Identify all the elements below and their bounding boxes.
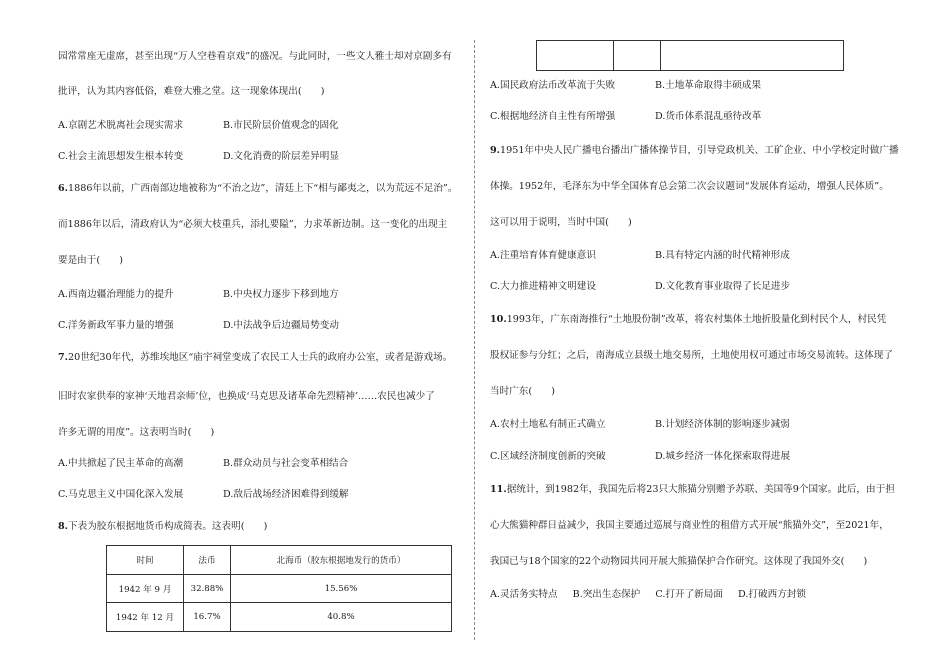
table-row — [107, 575, 452, 603]
q5-option-d[interactable]: D.文化消费的阶层差异明显 — [223, 151, 339, 162]
table-header-row — [107, 546, 452, 575]
q5-stem-line-2: 批评，认为其内容低俗，难登大雅之堂。这一现象体现出( ) — [58, 86, 325, 97]
q9-text-1: 1951年中央人民广播电台播出广播体操节目，引导党政机关、工矿企业、中小学校定时做广播 — [500, 145, 899, 156]
q9-stem-line-3: 这可以用于说明，当时中国( ) — [490, 217, 632, 228]
q6-option-c[interactable]: C.洋务新政军事力量的增强 — [58, 320, 174, 331]
q7-option-b[interactable]: B.群众动员与社会变革相结合 — [223, 458, 349, 469]
q10-text-1: 1993年，广东南海推行“土地股份制”改革，将农村集体土地折股量化到村民个人，村民凭 — [506, 314, 887, 325]
table-cell: 15.56% — [231, 575, 452, 603]
q7-text-1: 20世纪30年代，苏维埃地区“庙宇祠堂变成了农民工人士兵的政府办公室，或者是游戏场。 — [68, 352, 453, 363]
q8-option-d[interactable]: D.货币体系混乱亟待改革 — [655, 111, 762, 122]
table-header-cell: 法币 — [184, 546, 231, 575]
q10-stem-line-2: 股权证参与分红；之后，南海成立县级土地交易所，土地使用权可通过市场交易流转。这体现了 — [490, 350, 893, 361]
column-divider — [474, 40, 475, 640]
q10-option-b[interactable]: B.计划经济体制的影响逐步减弱 — [655, 419, 790, 430]
q7-option-c[interactable]: C.马克思主义中国化深入发展 — [58, 489, 184, 500]
q10-number: 10. — [490, 314, 507, 325]
table-cell — [661, 41, 844, 71]
q11-options — [490, 589, 818, 601]
q11-stem-line-1 — [490, 484, 895, 496]
table-cell: 40.8% — [231, 603, 452, 632]
q6-text-1: 1886年以前，广西南部边地被称为“不治之边”，清廷上下“相与鄙夷之，以为荒远不足治”。 — [68, 183, 458, 194]
table-row — [107, 603, 452, 632]
q9-option-d[interactable]: D.文化教育事业取得了长足进步 — [655, 281, 791, 292]
q11-option-b[interactable]: B.突出生态保护 — [572, 589, 641, 600]
q8-stem-line-1 — [58, 521, 267, 533]
q5-option-a[interactable]: A.京剧艺术脱离社会现实需求 — [58, 120, 184, 131]
q11-stem-line-2: 心大熊猫种群日益减少，我国主要通过巡展与商业性的租借方式开展“熊猫外交”，至2021年， — [490, 520, 889, 531]
q7-stem-line-2: 旧时农家供奉的家神‘天地君亲师’位，也换成‘马克思及诸革命先烈精神’……农民也减少了 — [58, 391, 435, 402]
table-cell: 1942 年 12 月 — [107, 603, 184, 632]
table-cell: 16.7% — [184, 603, 231, 632]
q10-option-a[interactable]: A.农村土地私有制正式确立 — [490, 419, 606, 430]
q10-stem-line-3: 当时广东( ) — [490, 386, 556, 397]
q5-option-b[interactable]: B.市民阶层价值观念的固化 — [223, 120, 339, 131]
q7-stem-line-1 — [58, 352, 452, 364]
q9-stem-line-1 — [490, 145, 899, 157]
table-cell — [537, 41, 614, 71]
q6-stem-line-1 — [58, 183, 457, 195]
q9-option-b[interactable]: B.具有特定内涵的时代精神形成 — [655, 250, 790, 261]
table-row — [537, 41, 844, 71]
q8-option-b[interactable]: B.土地革命取得丰硕成果 — [655, 80, 762, 91]
q8-option-a[interactable]: A.国民政府法币改革流于失败 — [490, 80, 616, 91]
table-cell — [614, 41, 661, 71]
q11-text-1: 据统计，到1982年，我国先后将23只大熊猫分别赠予苏联、美国等9个国家。此后，由于担 — [506, 484, 895, 495]
table-cell: 1942 年 9 月 — [107, 575, 184, 603]
q5-option-c[interactable]: C.社会主流思想发生根本转变 — [58, 151, 184, 162]
q6-number: 6. — [58, 183, 69, 194]
q7-stem-line-3: 许多无谓的用度”。这表明当时( ) — [58, 427, 215, 438]
q9-option-c[interactable]: C.大力推进精神文明建设 — [490, 281, 596, 292]
q6-option-d[interactable]: D.中法战争后边疆局势变动 — [223, 320, 339, 331]
currency-table — [106, 545, 452, 632]
table-continuation — [536, 40, 844, 71]
q5-stem-line-1: 园常常座无虚席，甚至出现“万人空巷看京戏”的盛况。与此同时，一些文人雅士却对京剧多有 — [58, 51, 452, 62]
q6-stem-line-3: 要是由于( ) — [58, 255, 124, 266]
q8-option-c[interactable]: C.根据地经济自主性有所增强 — [490, 111, 616, 122]
table-header-cell: 时间 — [107, 546, 184, 575]
q11-number: 11. — [490, 484, 507, 495]
q11-option-d[interactable]: D.打破西方封锁 — [738, 589, 806, 600]
q7-option-d[interactable]: D.敌后战场经济困难得到缓解 — [223, 489, 349, 500]
q8-text-1: 下表为胶东根据地货币构成简表。这表明( ) — [68, 521, 268, 532]
q11-option-c[interactable]: C.打开了新局面 — [655, 589, 723, 600]
q10-option-d[interactable]: D.城乡经济一体化探索取得进展 — [655, 451, 791, 462]
q11-option-a[interactable]: A.灵活务实特点 — [490, 589, 558, 600]
q10-option-c[interactable]: C.区域经济制度创新的突破 — [490, 451, 606, 462]
q8-number: 8. — [58, 521, 69, 532]
q9-option-a[interactable]: A.注重培育体育健康意识 — [490, 250, 596, 261]
table-header-cell: 北海币（胶东根据地发行的货币） — [231, 546, 452, 575]
q10-stem-line-1 — [490, 314, 886, 326]
q9-number: 9. — [490, 145, 501, 156]
q6-stem-line-2: 而1886年以后，清政府认为“必须大枝重兵，添扎要隘”，力求革新边制。这一变化的出现主 — [58, 219, 448, 230]
q6-option-b[interactable]: B.中央权力逐步下移到地方 — [223, 289, 339, 300]
q7-option-a[interactable]: A.中共掀起了民主革命的高潮 — [58, 458, 184, 469]
table-cell: 32.88% — [184, 575, 231, 603]
q7-number: 7. — [58, 352, 69, 363]
q11-stem-line-3: 我国已与18个国家的22个动物园共同开展大熊猫保护合作研究。这体现了我国外交( ) — [490, 556, 868, 567]
q9-stem-line-2: 体操。1952年，毛泽东为中华全国体育总会第二次会议题词“发展体育运动，增强人民体质”。 — [490, 181, 889, 192]
q6-option-a[interactable]: A.西南边疆治理能力的提升 — [58, 289, 174, 300]
